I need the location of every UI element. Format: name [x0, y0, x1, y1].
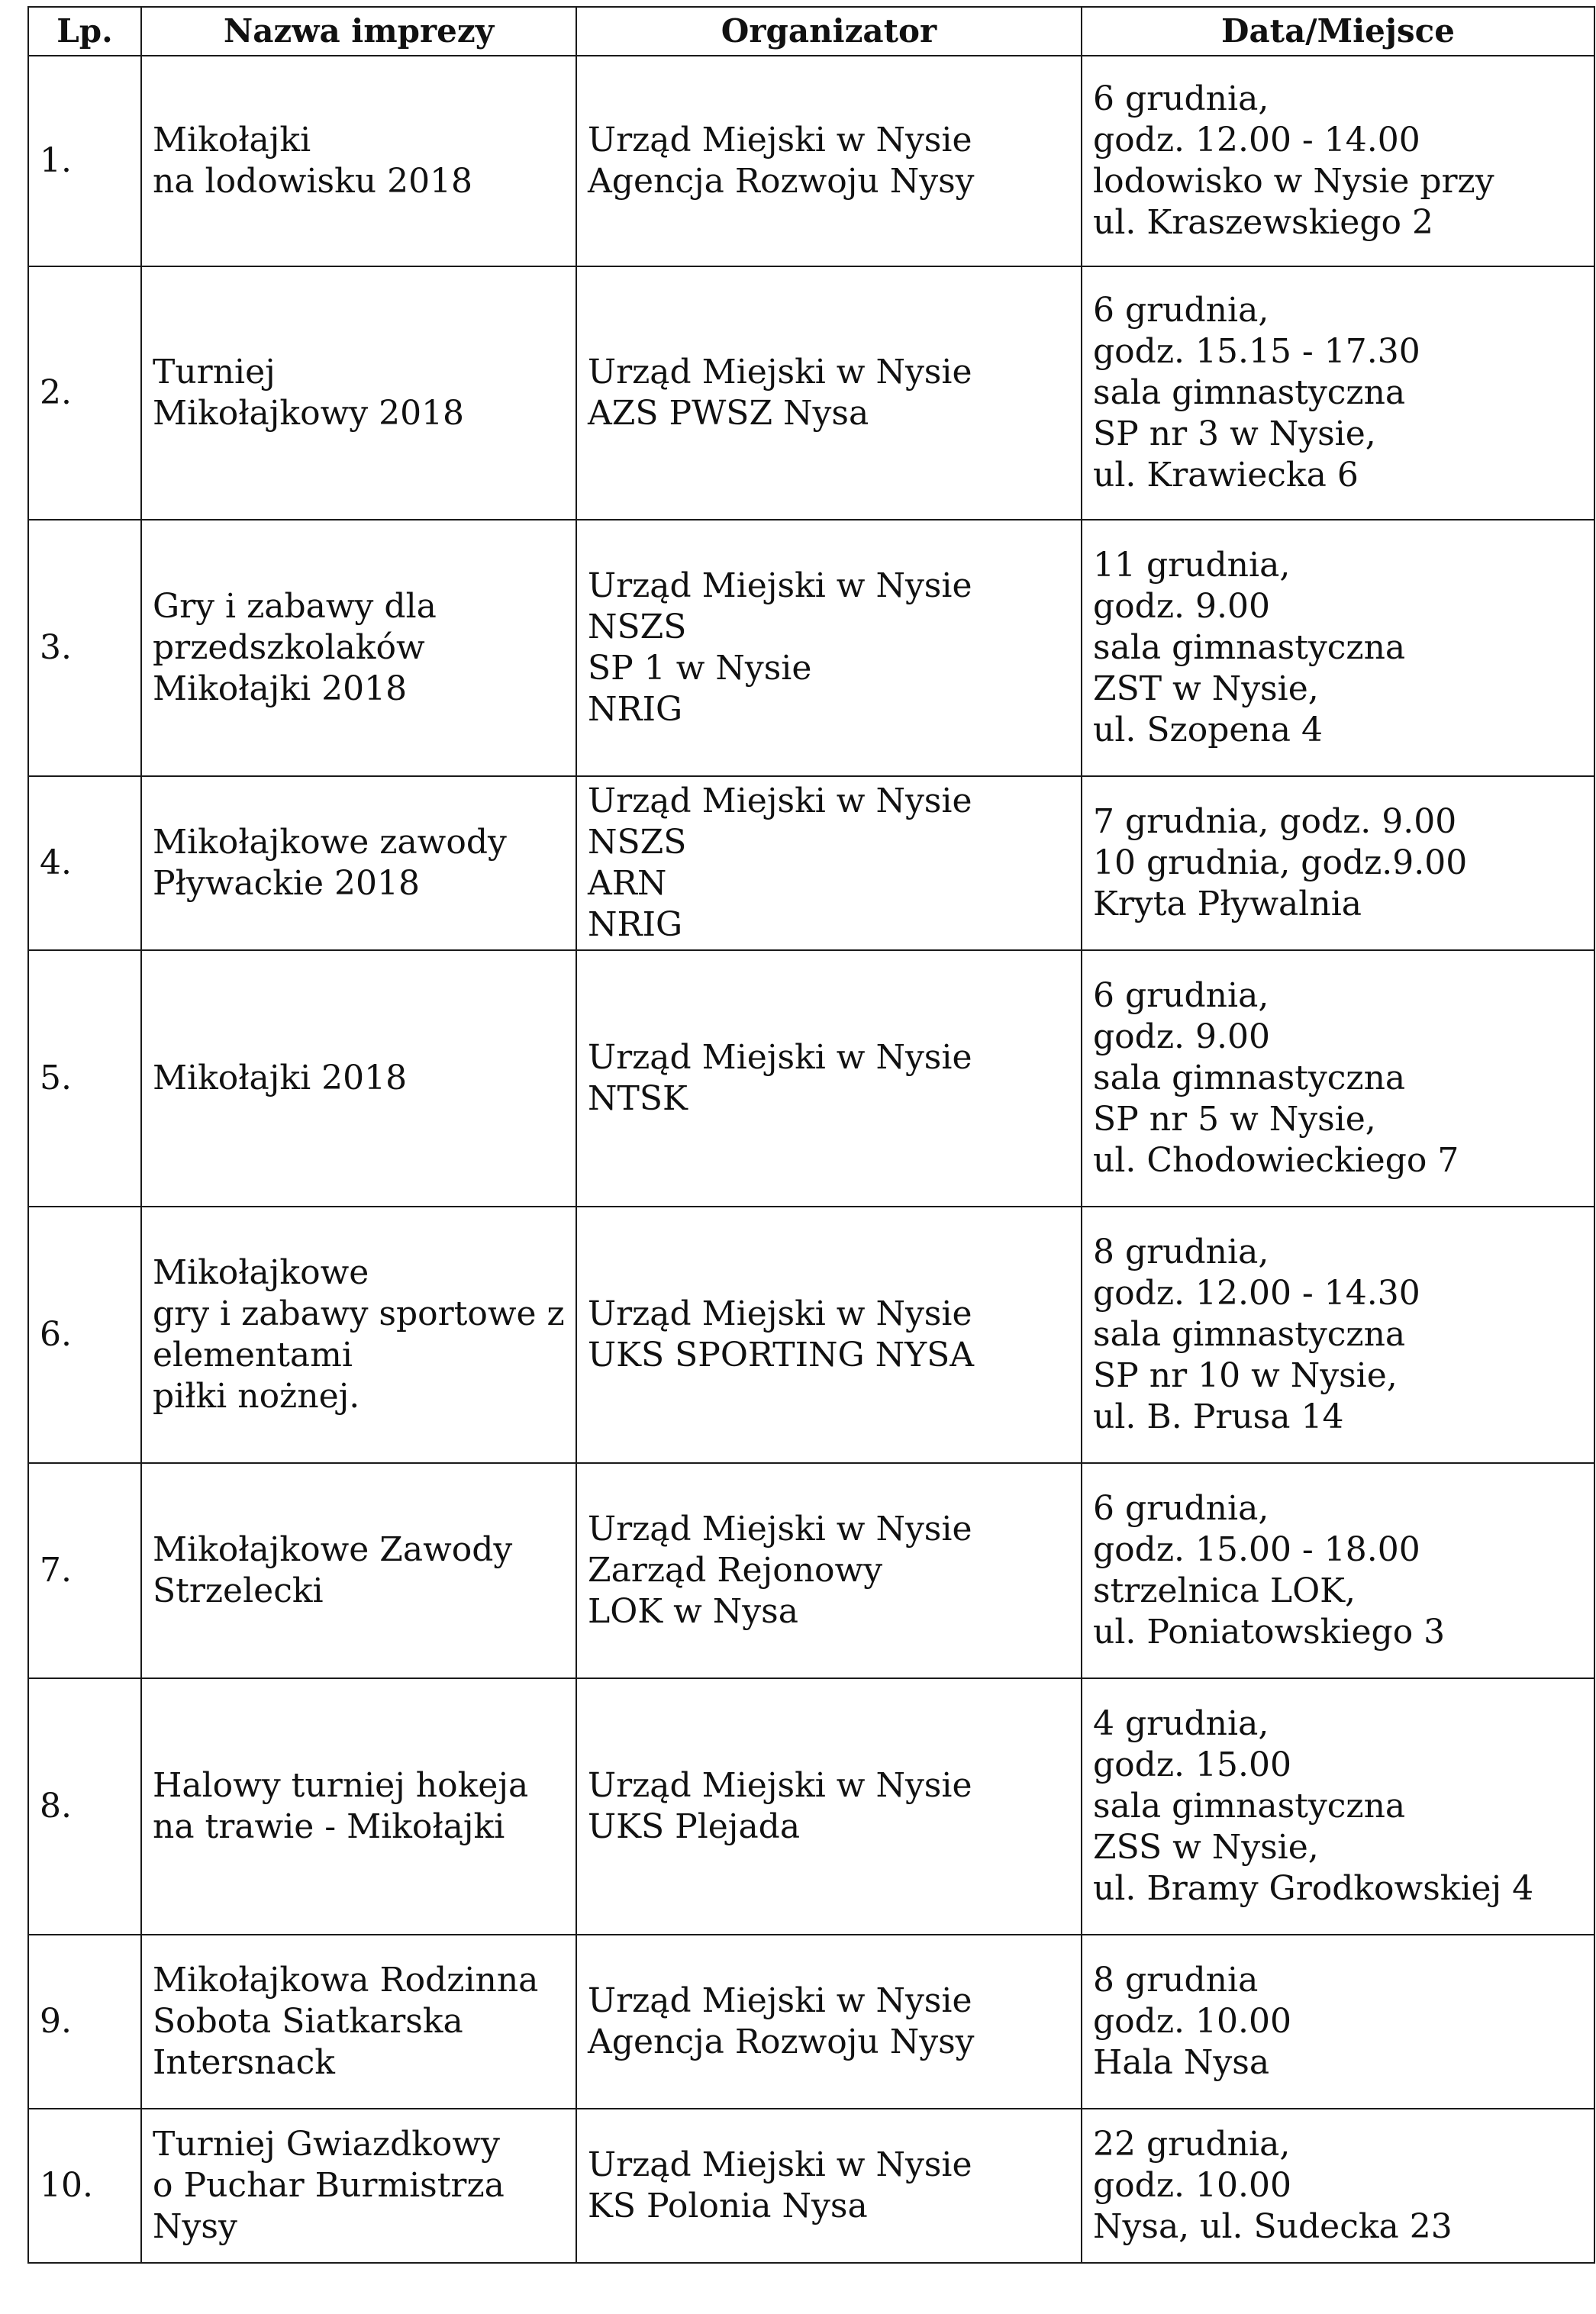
cell-date-place: 4 grudnia, godz. 15.00 sala gimnastyczna ZSS w Nysie, ul. Bramy Grodkowskiej 4: [1082, 1678, 1594, 1935]
cell-date-place: 22 grudnia, godz. 10.00 Nysa, ul. Sudecka 23: [1082, 2109, 1594, 2263]
table-row: [28, 1463, 1594, 1678]
header-row: [28, 7, 1594, 56]
cell-lp: 4.: [28, 776, 141, 950]
cell-organizer: Urząd Miejski w Nysie Agencja Rozwoju Nysy: [576, 1935, 1082, 2109]
cell-event-name: Halowy turniej hokeja na trawie - Mikołajki: [141, 1678, 576, 1935]
table-row: [28, 950, 1594, 1207]
table-row: [28, 1207, 1594, 1463]
table-row: [28, 1935, 1594, 2109]
cell-event-name: Turniej Mikołajkowy 2018: [141, 266, 576, 520]
cell-date-place: 6 grudnia, godz. 12.00 - 14.00 lodowisko w Nysie przy ul. Kraszewskiego 2: [1082, 56, 1594, 266]
cell-date-place: 6 grudnia, godz. 9.00 sala gimnastyczna SP nr 5 w Nysie, ul. Chodowieckiego 7: [1082, 950, 1594, 1207]
cell-organizer: Urząd Miejski w Nysie Zarząd Rejonowy LOK w Nysa: [576, 1463, 1082, 1678]
cell-lp: 2.: [28, 266, 141, 520]
table-row: [28, 2109, 1594, 2263]
cell-event-name: Mikołajkowe zawody Pływackie 2018: [141, 776, 576, 950]
cell-lp: 8.: [28, 1678, 141, 1935]
cell-organizer: Urząd Miejski w Nysie AZS PWSZ Nysa: [576, 266, 1082, 520]
table-row: [28, 776, 1594, 950]
header-lp: Lp.: [28, 7, 141, 56]
cell-event-name: Mikołajkowe gry i zabawy sportowe z elementami piłki nożnej.: [141, 1207, 576, 1463]
header-date-place: Data/Miejsce: [1082, 7, 1594, 56]
table-row: [28, 520, 1594, 776]
cell-organizer: Urząd Miejski w Nysie NTSK: [576, 950, 1082, 1207]
cell-lp: 10.: [28, 2109, 141, 2263]
cell-organizer: Urząd Miejski w Nysie Agencja Rozwoju Nysy: [576, 56, 1082, 266]
cell-event-name: Mikołajki 2018: [141, 950, 576, 1207]
cell-date-place: 8 grudnia, godz. 12.00 - 14.30 sala gimnastyczna SP nr 10 w Nysie, ul. B. Prusa 14: [1082, 1207, 1594, 1463]
cell-event-name: Turniej Gwiazdkowy o Puchar Burmistrza Nysy: [141, 2109, 576, 2263]
table-row: [28, 1678, 1594, 1935]
cell-lp: 9.: [28, 1935, 141, 2109]
cell-lp: 1.: [28, 56, 141, 266]
cell-event-name: Mikołajkowa Rodzinna Sobota Siatkarska Intersnack: [141, 1935, 576, 2109]
header-organizer: Organizator: [576, 7, 1082, 56]
table-row: [28, 56, 1594, 266]
cell-event-name: Gry i zabawy dla przedszkolaków Mikołajki 2018: [141, 520, 576, 776]
cell-organizer: Urząd Miejski w Nysie UKS Plejada: [576, 1678, 1082, 1935]
cell-event-name: Mikołajki na lodowisku 2018: [141, 56, 576, 266]
cell-lp: 6.: [28, 1207, 141, 1463]
cell-lp: 7.: [28, 1463, 141, 1678]
events-table: [27, 6, 1595, 2264]
cell-lp: 3.: [28, 520, 141, 776]
cell-organizer: Urząd Miejski w Nysie NSZS ARN NRIG: [576, 776, 1082, 950]
cell-event-name: Mikołajkowe Zawody Strzelecki: [141, 1463, 576, 1678]
cell-organizer: Urząd Miejski w Nysie NSZS SP 1 w Nysie NRIG: [576, 520, 1082, 776]
cell-date-place: 6 grudnia, godz. 15.15 - 17.30 sala gimnastyczna SP nr 3 w Nysie, ul. Krawiecka 6: [1082, 266, 1594, 520]
table-row: [28, 266, 1594, 520]
cell-date-place: 8 grudnia godz. 10.00 Hala Nysa: [1082, 1935, 1594, 2109]
header-event-name: Nazwa imprezy: [141, 7, 576, 56]
cell-organizer: Urząd Miejski w Nysie UKS SPORTING NYSA: [576, 1207, 1082, 1463]
cell-date-place: 7 grudnia, godz. 9.00 10 grudnia, godz.9.00 Kryta Pływalnia: [1082, 776, 1594, 950]
cell-date-place: 11 grudnia, godz. 9.00 sala gimnastyczna ZST w Nysie, ul. Szopena 4: [1082, 520, 1594, 776]
cell-organizer: Urząd Miejski w Nysie KS Polonia Nysa: [576, 2109, 1082, 2263]
cell-date-place: 6 grudnia, godz. 15.00 - 18.00 strzelnica LOK, ul. Poniatowskiego 3: [1082, 1463, 1594, 1678]
cell-lp: 5.: [28, 950, 141, 1207]
